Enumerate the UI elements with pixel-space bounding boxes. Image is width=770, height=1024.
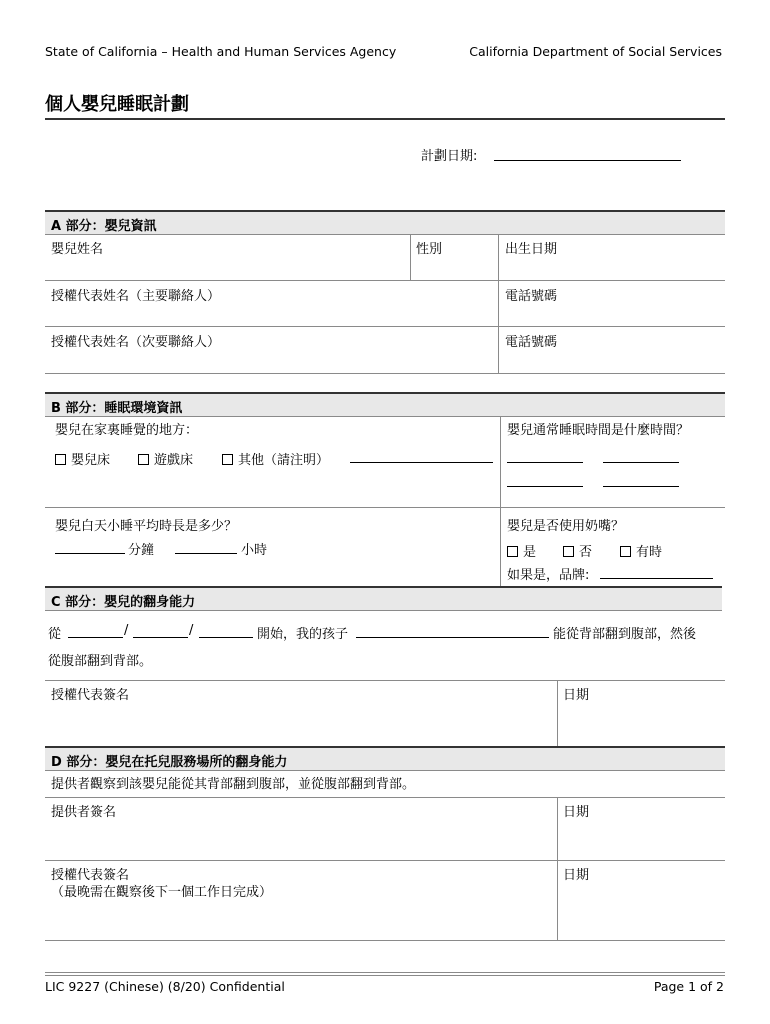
primary-rep-label: 授權代表姓名（主要聯絡人） (51, 289, 221, 304)
brand-field[interactable] (600, 578, 713, 579)
date-label: 日期 (563, 868, 590, 883)
pacifier-question: 嬰兒是否使用奶嘴？ (507, 519, 625, 534)
row-divider (45, 797, 725, 798)
start-text: 開始，我的孩子 (257, 627, 349, 642)
sleep-time-field[interactable] (507, 462, 583, 463)
other-specify-field[interactable] (350, 462, 493, 463)
rep-signature-label: 授權代表簽名 (51, 688, 130, 703)
form-id: LIC 9227 (Chinese) (8/20) Confidential (45, 979, 285, 994)
row-divider (45, 860, 725, 861)
secondary-phone-label: 電話號碼 (505, 335, 558, 350)
pacifier-yes[interactable]: 是 (507, 541, 536, 560)
rep-signature-label: 授權代表簽名 (51, 868, 130, 883)
minutes-label: 分鐘 (128, 543, 155, 558)
sleep-time-field[interactable] (603, 486, 679, 487)
day-field[interactable] (133, 637, 188, 638)
row-divider (45, 280, 725, 281)
section-b-heading: B 部分：睡眠環境資訊 (51, 401, 183, 416)
divider (500, 416, 501, 587)
row-divider (45, 326, 725, 327)
checkbox[interactable] (138, 454, 149, 465)
month-field[interactable] (68, 637, 123, 638)
section-a-header (45, 210, 725, 235)
section-c-header (45, 586, 722, 611)
divider (498, 234, 499, 374)
section-d-heading: D 部分：嬰兒在托兒服務場所的翻身能力 (51, 755, 288, 770)
checkbox[interactable] (222, 454, 233, 465)
brand-label: 如果是，品牌: (507, 568, 590, 583)
section-c-heading: C 部分：嬰兒的翻身能力 (51, 595, 196, 610)
nap-question: 嬰兒白天小睡平均時長是多少？ (55, 519, 238, 534)
divider (557, 680, 558, 746)
date-label: 日期 (563, 805, 590, 820)
option-playpen[interactable]: 遊戲床 (138, 449, 193, 468)
infant-name-label: 嬰兒姓名 (51, 242, 104, 257)
checkbox[interactable] (620, 546, 631, 557)
divider (410, 234, 411, 280)
divider (557, 797, 558, 940)
sleep-time-question: 嬰兒通常睡眠時間是什麼時間？ (507, 423, 690, 438)
rep-signature-note: （最晚需在觀察後下一個工作日完成） (51, 885, 273, 900)
date-separator: / (124, 623, 129, 638)
hours-label: 小時 (241, 543, 268, 558)
row-divider (45, 940, 725, 941)
footer-rule (45, 972, 725, 973)
nap-hours-field[interactable] (175, 553, 237, 554)
secondary-rep-label: 授權代表姓名（次要聯絡人） (51, 335, 221, 350)
date-separator: / (189, 623, 194, 638)
section-d-header (45, 746, 725, 771)
form-title: 個人嬰兒睡眠計劃 (45, 94, 189, 115)
checkbox[interactable] (507, 546, 518, 557)
plan-date-field[interactable] (494, 160, 681, 161)
sleep-place-question: 嬰兒在家裏睡覺的地方： (55, 423, 199, 438)
title-rule (45, 118, 725, 120)
plan-date-label: 計劃日期: (421, 149, 478, 164)
year-field[interactable] (199, 637, 253, 638)
sleep-time-field[interactable] (507, 486, 583, 487)
row-divider (45, 680, 725, 681)
from-label: 從 (48, 627, 62, 642)
row-divider (45, 507, 725, 508)
department-name: California Department of Social Services (469, 44, 722, 59)
provider-statement: 提供者觀察到該嬰兒能從其背部翻到腹部，並從腹部翻到背部。 (51, 777, 416, 792)
option-crib[interactable]: 嬰兒床 (55, 449, 110, 468)
section-a-heading: A 部分：嬰兒資訊 (51, 219, 157, 234)
section-b-header (45, 392, 725, 417)
page-number: Page 1 of 2 (653, 979, 724, 994)
provider-signature-label: 提供者簽名 (51, 805, 117, 820)
child-name-field[interactable] (356, 637, 549, 638)
birth-date-label: 出生日期 (505, 242, 558, 257)
pacifier-sometimes[interactable]: 有時 (620, 541, 662, 560)
ability-text: 能從背部翻到腹部，然後 (553, 627, 697, 642)
checkbox[interactable] (55, 454, 66, 465)
footer-rule (45, 975, 725, 976)
date-label: 日期 (563, 688, 590, 703)
primary-phone-label: 電話號碼 (505, 289, 558, 304)
option-other[interactable]: 其他（請注明） (222, 449, 329, 468)
agency-name: State of California – Health and Human Services Agency (45, 44, 397, 59)
checkbox[interactable] (563, 546, 574, 557)
pacifier-no[interactable]: 否 (563, 541, 592, 560)
nap-minutes-field[interactable] (55, 553, 125, 554)
gender-label: 性別 (416, 242, 443, 257)
row-divider (45, 373, 725, 374)
ability-text-continued: 從腹部翻到背部。 (48, 654, 153, 669)
sleep-time-field[interactable] (603, 462, 679, 463)
